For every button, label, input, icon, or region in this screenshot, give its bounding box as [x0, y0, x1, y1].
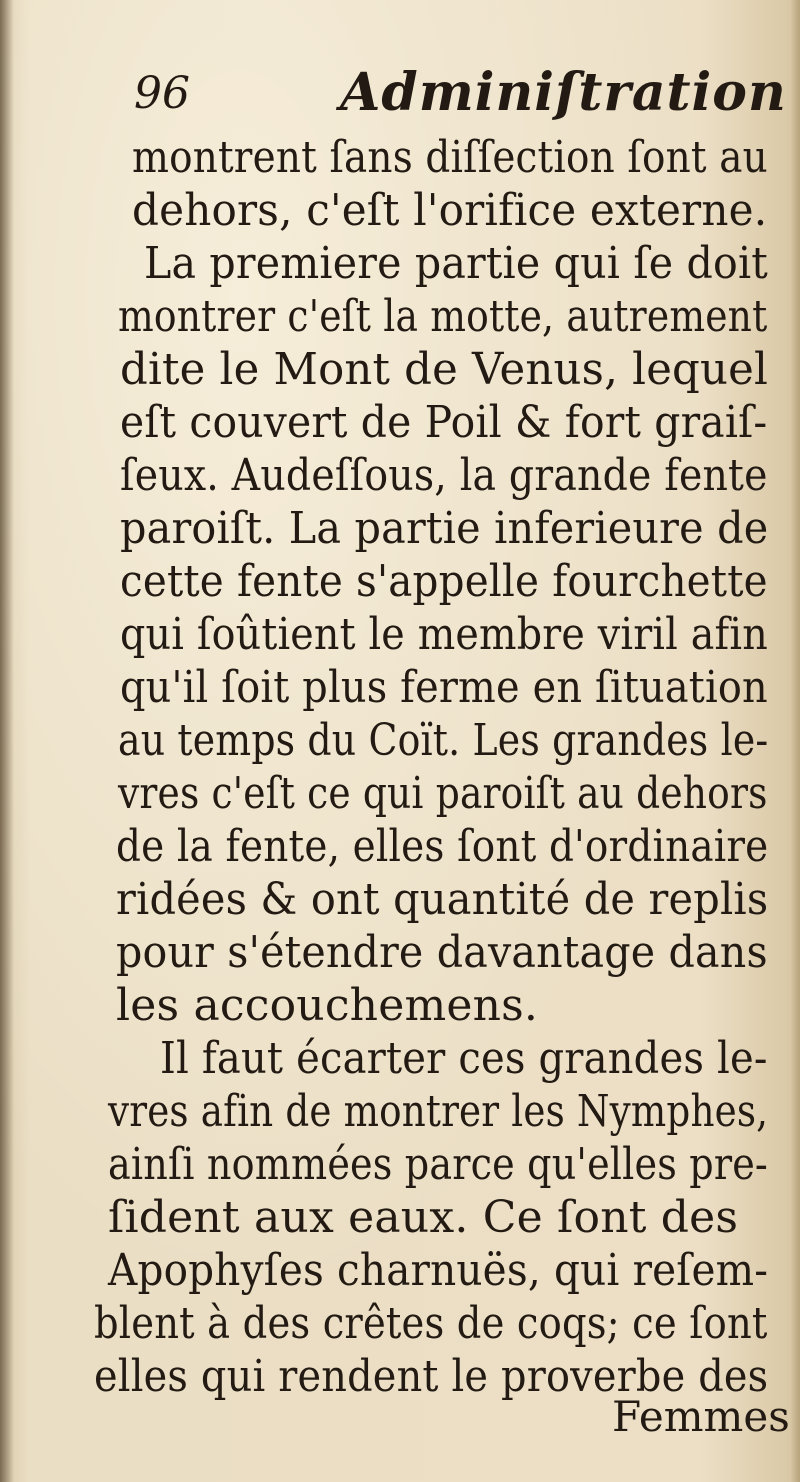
- running-title: Adminiſtration: [340, 62, 787, 123]
- text-line: qui ſoûtient le membre viril afin: [120, 609, 768, 660]
- text-line: qu'il ſoit plus ferme en ſituation: [120, 662, 768, 713]
- text-line: ſeux. Audeſſous, la grande fente: [120, 450, 768, 501]
- text-line: dite le Mont de Venus, lequel: [120, 344, 769, 395]
- text-line: elles qui rendent le proverbe des: [94, 1351, 769, 1402]
- text-line: Apophyſes charnuës, qui reſem-: [108, 1245, 769, 1296]
- text-line: pour s'étendre davantage dans: [116, 927, 768, 978]
- text-line: dehors, c'eſt l'orifice externe.: [132, 185, 768, 236]
- text-line: blent à des crêtes de coqs; ce ſont: [94, 1298, 768, 1349]
- text-line: les accouchemens.: [116, 980, 539, 1031]
- text-line: Il faut écarter ces grandes le-: [160, 1033, 768, 1084]
- text-line: montrer c'eſt la motte, autrement: [118, 291, 768, 342]
- page-gutter-left: [0, 0, 14, 1482]
- catchword: Femmes: [612, 1392, 790, 1441]
- text-line: ainſi nommées parce qu'elles pre-: [108, 1139, 768, 1190]
- text-line: de la fente, elles ſont d'ordinaire: [116, 821, 769, 872]
- text-line: eſt couvert de Poil & fort graiſ-: [120, 397, 768, 448]
- text-line: vres c'eſt ce qui paroiſt au dehors: [118, 768, 768, 819]
- text-line: au temps du Coït. Les grandes le-: [118, 715, 769, 766]
- page-number: 96: [134, 68, 190, 119]
- text-line: ſident aux eaux. Ce ſont des: [108, 1192, 739, 1243]
- text-line: ridées & ont quantité de replis: [116, 874, 769, 925]
- page-edge-right: [790, 0, 800, 1482]
- text-line: cette fente s'appelle fourchette: [120, 556, 768, 607]
- text-line: La premiere partie qui ſe doit: [144, 238, 768, 289]
- text-line: paroiſt. La partie inferieure de: [120, 503, 769, 554]
- page-header: [134, 62, 787, 132]
- text-line: vres afin de montrer les Nymphes,: [108, 1086, 769, 1137]
- text-line: montrent ſans diſſection ſont au: [132, 132, 768, 183]
